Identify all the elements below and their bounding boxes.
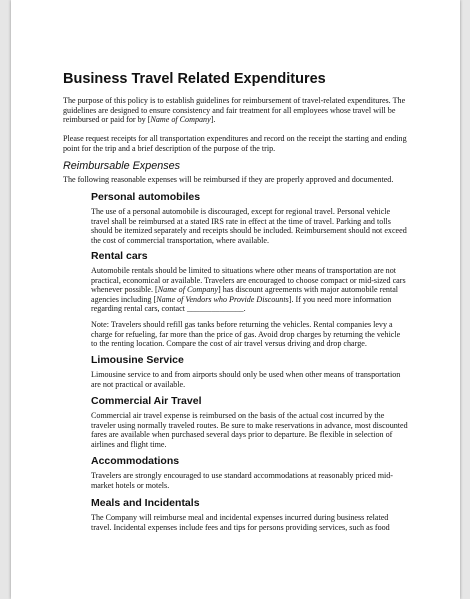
placeholder-text: Name of Vendors who Provide Discounts xyxy=(156,294,289,304)
personal-automobiles-text xyxy=(91,207,417,245)
text-line: to the renting location. Compare the cost of air travel versus driving and drop charge. xyxy=(91,339,367,349)
text-line: should be itemized separately and receipts should be included. Reimbursement should not exceed xyxy=(91,226,407,236)
text-line: are not practical or available. xyxy=(91,379,186,389)
placeholder-text: Name of Company xyxy=(150,115,211,125)
text-line xyxy=(91,285,417,295)
text-line: The Company will reimburse meal and incidental expenses incurred during business related xyxy=(91,513,389,522)
rental-cars-heading: Rental cars xyxy=(91,250,148,262)
meals-text xyxy=(91,513,417,532)
text-line: charge for refueling, far more than the price of gas. Avoid drop charges by returning the vehicle xyxy=(91,329,401,339)
text-line: traveler using normally traveled routes. Be sure to make reservations in advance, most discounted xyxy=(91,420,408,430)
text-line: regarding rental cars, contact ______________. xyxy=(91,304,246,314)
air-travel-text xyxy=(91,411,417,449)
reimbursable-text xyxy=(63,175,423,185)
text-fragment: ]. xyxy=(210,115,216,125)
text-line: The following reasonable expenses will be reimbursed if they are properly approved and documented. xyxy=(63,175,394,184)
text-line: Please request receipts for all transportation expenditures and record on the receipt the starting and ending xyxy=(63,134,407,143)
text-line: The use of a personal automobile is discouraged, except for regional travel. Personal vehicle xyxy=(91,207,391,216)
text-line: Note: Travelers should refill gas tanks before returning the vehicles. Rental companies levy a xyxy=(91,320,393,329)
receipts-paragraph xyxy=(63,134,423,153)
document-page xyxy=(11,0,460,599)
text-line: Commercial air travel expense is reimbursed on the basis of the actual cost incurred by the xyxy=(91,411,385,420)
rental-cars-note xyxy=(91,320,417,349)
text-line: Travelers are strongly encouraged to use standard accommodations at reasonably priced mid- xyxy=(91,471,393,480)
text-line: Limousine service to and from airports should only be used when other means of transportation xyxy=(91,370,401,379)
accommodations-heading: Accommodations xyxy=(91,455,180,467)
text-line: fares are available when purchased several days prior to departure. Be flexible in selection of xyxy=(91,430,393,440)
rental-cars-text xyxy=(91,266,417,314)
text-line: the cost of commercial transportation, where available. xyxy=(91,235,269,245)
text-line: airlines and flight time. xyxy=(91,439,167,449)
text-fragment: ] has discount agreements with major automobile rental xyxy=(218,285,399,295)
text-fragment: reimbursed or paid for by [ xyxy=(63,115,151,125)
text-line: The purpose of this policy is to establish guidelines for reimbursement of travel-related expenditures. The xyxy=(63,96,406,105)
document-title: Business Travel Related Expenditures xyxy=(63,71,326,87)
text-line: travel shall be reimbursed at a stated IRS rate in effect at the time of travel. Parking and tolls xyxy=(91,216,391,226)
text-line: market hotels or motels. xyxy=(91,480,170,490)
meals-heading: Meals and Incidentals xyxy=(91,497,200,509)
text-fragment: whenever possible. [ xyxy=(91,285,158,295)
text-line: guidelines are designed to ensure consistency and fair treatment for all employees whose travel will be xyxy=(63,105,396,115)
intro-paragraph xyxy=(63,96,423,125)
text-fragment: agencies including [ xyxy=(91,294,157,304)
accommodations-text xyxy=(91,471,417,490)
reimbursable-heading: Reimbursable Expenses xyxy=(63,160,181,172)
limousine-text xyxy=(91,370,417,389)
text-fragment: ]. If you need more information xyxy=(288,294,392,304)
air-travel-heading: Commercial Air Travel xyxy=(91,395,202,407)
personal-automobiles-heading: Personal automobiles xyxy=(91,191,201,203)
text-line xyxy=(91,295,417,305)
text-line: practical, economical or available. Travelers are encouraged to choose compact or mid-sized cars xyxy=(91,275,406,285)
text-line: point for the trip and a brief description of the purpose of the trip. xyxy=(63,143,276,153)
placeholder-text: Name of Company xyxy=(157,285,219,295)
limousine-heading: Limousine Service xyxy=(91,354,184,366)
text-line: Automobile rentals should be limited to situations where other means of transportation are not xyxy=(91,266,397,275)
text-line xyxy=(63,115,423,125)
text-line: travel. Incidental expenses include fees and tips for persons providing services, such as food xyxy=(91,522,390,532)
